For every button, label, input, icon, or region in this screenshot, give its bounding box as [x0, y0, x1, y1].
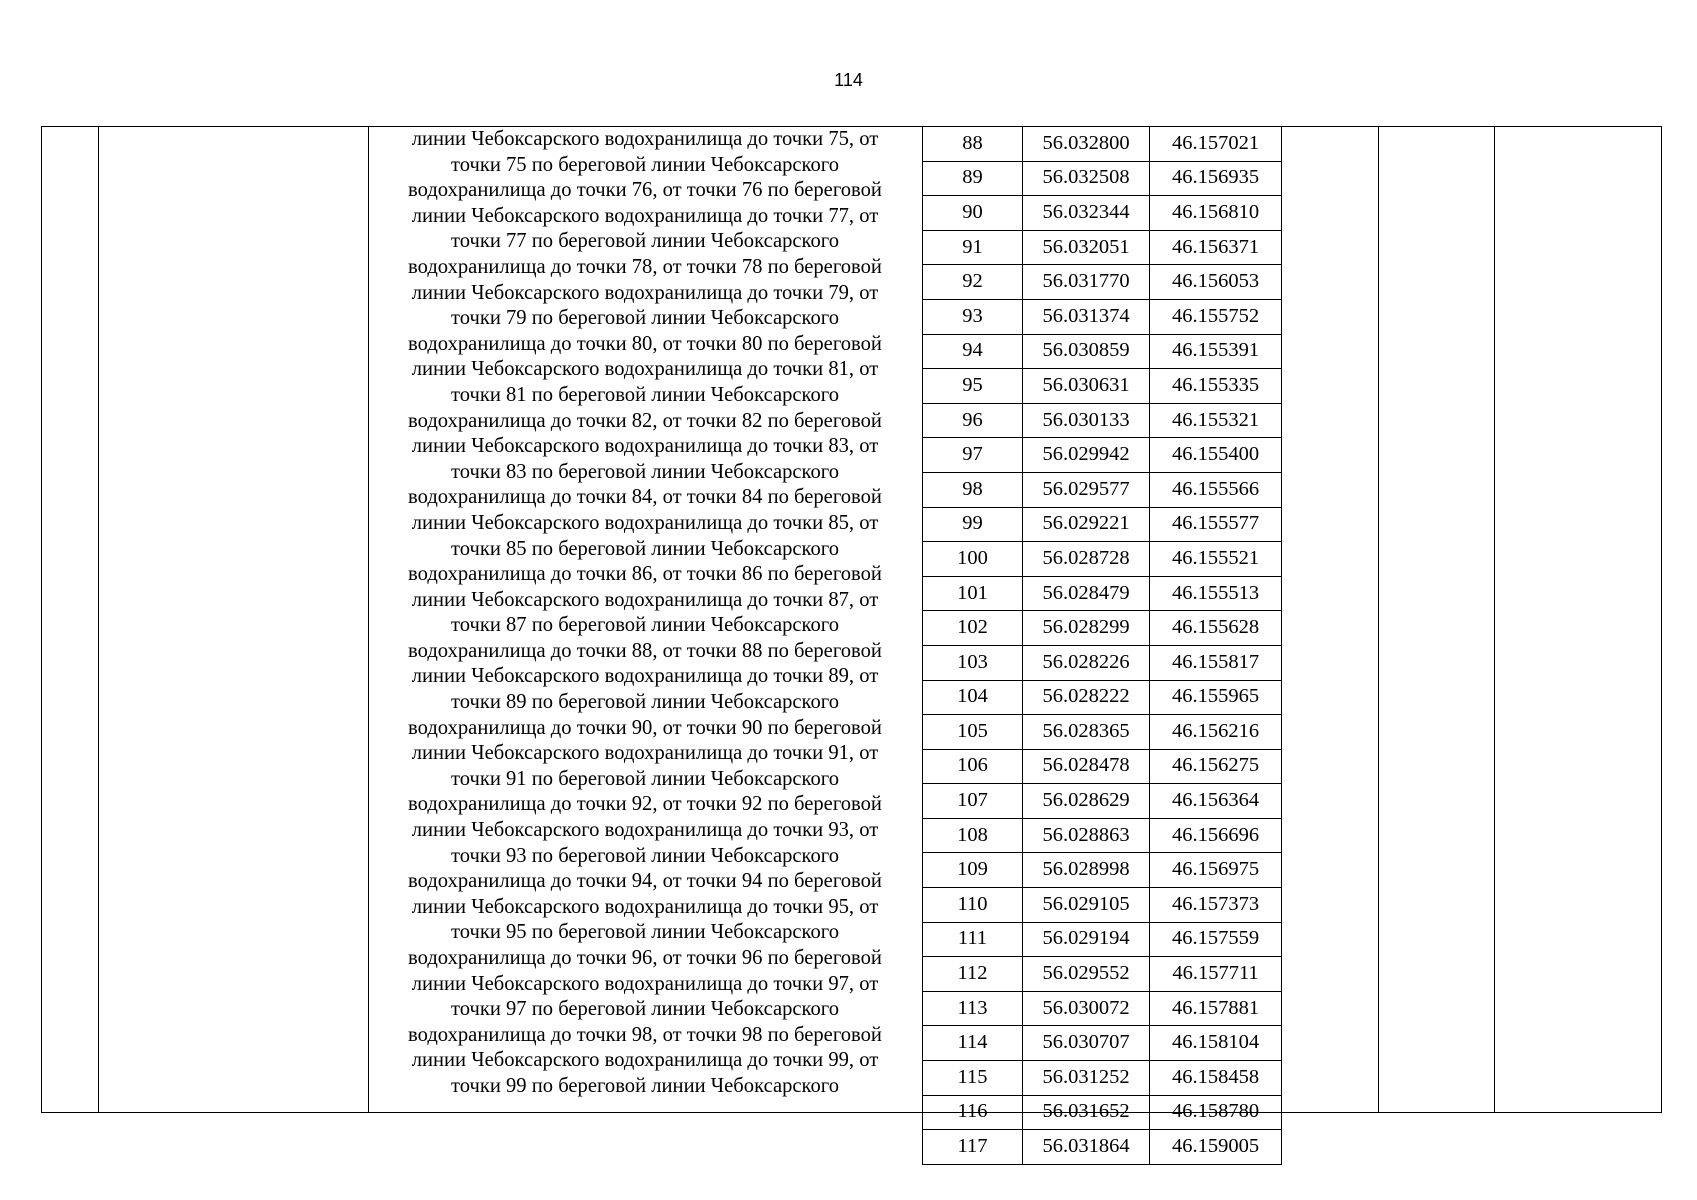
table-row: [923, 542, 1282, 577]
table-row: [923, 576, 1282, 611]
point-number-cell: 88: [923, 127, 1023, 162]
latitude-cell: 56.032051: [1023, 230, 1150, 265]
point-number-cell: 110: [923, 888, 1023, 923]
latitude-cell: 56.028365: [1023, 715, 1150, 750]
latitude-cell: 56.030133: [1023, 403, 1150, 438]
longitude-cell: 46.156696: [1150, 818, 1282, 853]
table-row: [923, 334, 1282, 369]
point-number-cell: 93: [923, 299, 1023, 334]
point-number-cell: 114: [923, 1026, 1023, 1061]
table-row: [923, 888, 1282, 923]
longitude-cell: 46.155391: [1150, 334, 1282, 369]
point-number-cell: 97: [923, 438, 1023, 473]
longitude-cell: 46.158780: [1150, 1095, 1282, 1130]
point-number-cell: 95: [923, 369, 1023, 404]
table-row: [923, 611, 1282, 646]
table-row: [923, 438, 1282, 473]
longitude-cell: 46.156053: [1150, 265, 1282, 300]
table-row: [923, 1130, 1282, 1165]
longitude-cell: 46.157881: [1150, 991, 1282, 1026]
longitude-cell: 46.156935: [1150, 161, 1282, 196]
latitude-cell: 56.028863: [1023, 818, 1150, 853]
table-row: [923, 818, 1282, 853]
table-row: [923, 1095, 1282, 1130]
latitude-cell: 56.029942: [1023, 438, 1150, 473]
latitude-cell: 56.031770: [1023, 265, 1150, 300]
longitude-cell: 46.156371: [1150, 230, 1282, 265]
table-row: [923, 922, 1282, 957]
latitude-cell: 56.030707: [1023, 1026, 1150, 1061]
longitude-cell: 46.159005: [1150, 1130, 1282, 1165]
longitude-cell: 46.155566: [1150, 472, 1282, 507]
table-row: [923, 1026, 1282, 1061]
point-number-cell: 100: [923, 542, 1023, 577]
longitude-cell: 46.158458: [1150, 1061, 1282, 1096]
latitude-cell: 56.028299: [1023, 611, 1150, 646]
point-number-cell: 91: [923, 230, 1023, 265]
point-number-cell: 109: [923, 853, 1023, 888]
latitude-cell: 56.031652: [1023, 1095, 1150, 1130]
latitude-cell: 56.029221: [1023, 507, 1150, 542]
table-row: [923, 853, 1282, 888]
latitude-cell: 56.032508: [1023, 161, 1150, 196]
latitude-cell: 56.032800: [1023, 127, 1150, 162]
latitude-cell: 56.029194: [1023, 922, 1150, 957]
longitude-cell: 46.158104: [1150, 1026, 1282, 1061]
latitude-cell: 56.029105: [1023, 888, 1150, 923]
latitude-cell: 56.030072: [1023, 991, 1150, 1026]
longitude-cell: 46.155321: [1150, 403, 1282, 438]
point-number-cell: 104: [923, 680, 1023, 715]
latitude-cell: 56.028998: [1023, 853, 1150, 888]
latitude-cell: 56.029577: [1023, 472, 1150, 507]
longitude-cell: 46.155577: [1150, 507, 1282, 542]
latitude-cell: 56.030631: [1023, 369, 1150, 404]
point-number-cell: 105: [923, 715, 1023, 750]
longitude-cell: 46.155400: [1150, 438, 1282, 473]
table-row: [923, 749, 1282, 784]
longitude-cell: 46.157373: [1150, 888, 1282, 923]
longitude-cell: 46.155335: [1150, 369, 1282, 404]
page-number: 114: [834, 70, 863, 90]
table-row: [923, 127, 1282, 162]
column-divider: [1378, 126, 1379, 1113]
boundary-description: линии Чебоксарского водохранилища до точки 75, от точки 75 по береговой линии Чебоксарского водохранилища до точки 76, от точки 76 по береговой линии Чебоксарского водохранилища до точки 77, от точки 77 по береговой линии Чебоксарского водохранилища до точки 78, от точки 78 по береговой линии Чебоксарского водохранилища до точки 79, от точки 79 по береговой линии Чебоксарского водохранилища до точки 80, от точки 80 по береговой линии Чебоксарского водохранилища до точки 81, от точки 81 по береговой линии Чебоксарского водохранилища до точки 82, от точки 82 по береговой линии Чебоксарского водохранилища до точки 83, от точки 83 по береговой линии Чебоксарского водохранилища до точки 84, от точки 84 по береговой линии Чебоксарского водохранилища до точки 85, от точки 85 по береговой линии Чебоксарского водохранилища до точки 86, от точки 86 по береговой линии Чебоксарского водохранилища до точки 87, от точки 87 по береговой линии Чебоксарского водохранилища до точки 88, от точки 88 по береговой линии Чебоксарского водохранилища до точки 89, от точки 89 по береговой линии Чебоксарского водохранилища до точки 90, от точки 90 по береговой линии Чебоксарского водохранилища до точки 91, от точки 91 по береговой линии Чебоксарского водохранилища до точки 92, от точки 92 по береговой линии Чебоксарского водохранилища до точки 93, от точки 93 по береговой линии Чебоксарского водохранилища до точки 94, от точки 94 по береговой линии Чебоксарского водохранилища до точки 95, от точки 95 по береговой линии Чебоксарского водохранилища до точки 96, от точки 96 по береговой линии Чебоксарского водохранилища до точки 97, от точки 97 по береговой линии Чебоксарского водохранилища до точки 98, от точки 98 по береговой линии Чебоксарского водохранилища до точки 99, от точки 99 по береговой линии Чебоксарского: [408, 128, 882, 1097]
point-number-cell: 99: [923, 507, 1023, 542]
table-row: [923, 991, 1282, 1026]
table-row: [923, 715, 1282, 750]
latitude-cell: 56.031374: [1023, 299, 1150, 334]
column-divider: [1494, 126, 1495, 1113]
longitude-cell: 46.156275: [1150, 749, 1282, 784]
longitude-cell: 46.156975: [1150, 853, 1282, 888]
point-number-cell: 106: [923, 749, 1023, 784]
point-number-cell: 96: [923, 403, 1023, 438]
table-row: [923, 1061, 1282, 1096]
table-row: [923, 161, 1282, 196]
longitude-cell: 46.155817: [1150, 645, 1282, 680]
latitude-cell: 56.031252: [1023, 1061, 1150, 1096]
longitude-cell: 46.155965: [1150, 680, 1282, 715]
longitude-cell: 46.155628: [1150, 611, 1282, 646]
longitude-cell: 46.157711: [1150, 957, 1282, 992]
table-row: [923, 957, 1282, 992]
latitude-cell: 56.028478: [1023, 749, 1150, 784]
table-row: [923, 265, 1282, 300]
point-number-cell: 89: [923, 161, 1023, 196]
column-divider: [98, 126, 99, 1113]
table-row: [923, 369, 1282, 404]
point-number-cell: 112: [923, 957, 1023, 992]
point-number-cell: 94: [923, 334, 1023, 369]
point-number-cell: 116: [923, 1095, 1023, 1130]
longitude-cell: 46.156364: [1150, 784, 1282, 819]
table-row: [923, 403, 1282, 438]
table-row: [923, 507, 1282, 542]
point-number-cell: 108: [923, 818, 1023, 853]
point-number-cell: 111: [923, 922, 1023, 957]
longitude-cell: 46.155513: [1150, 576, 1282, 611]
coordinates-table: [922, 126, 1282, 1165]
latitude-cell: 56.028629: [1023, 784, 1150, 819]
table-row: [923, 196, 1282, 231]
longitude-cell: 46.156810: [1150, 196, 1282, 231]
point-number-cell: 101: [923, 576, 1023, 611]
table-row: [923, 784, 1282, 819]
latitude-cell: 56.032344: [1023, 196, 1150, 231]
table-row: [923, 230, 1282, 265]
table-row: [923, 299, 1282, 334]
point-number-cell: 117: [923, 1130, 1023, 1165]
point-number-cell: 102: [923, 611, 1023, 646]
point-number-cell: 90: [923, 196, 1023, 231]
longitude-cell: 46.155521: [1150, 542, 1282, 577]
latitude-cell: 56.028226: [1023, 645, 1150, 680]
point-number-cell: 107: [923, 784, 1023, 819]
latitude-cell: 56.029552: [1023, 957, 1150, 992]
point-number-cell: 103: [923, 645, 1023, 680]
table-row: [923, 472, 1282, 507]
latitude-cell: 56.028222: [1023, 680, 1150, 715]
point-number-cell: 115: [923, 1061, 1023, 1096]
point-number-cell: 98: [923, 472, 1023, 507]
longitude-cell: 46.157021: [1150, 127, 1282, 162]
table-row: [923, 645, 1282, 680]
point-number-cell: 113: [923, 991, 1023, 1026]
point-number-cell: 92: [923, 265, 1023, 300]
latitude-cell: 56.031864: [1023, 1130, 1150, 1165]
table-row: [923, 680, 1282, 715]
longitude-cell: 46.156216: [1150, 715, 1282, 750]
longitude-cell: 46.155752: [1150, 299, 1282, 334]
latitude-cell: 56.028728: [1023, 542, 1150, 577]
latitude-cell: 56.028479: [1023, 576, 1150, 611]
latitude-cell: 56.030859: [1023, 334, 1150, 369]
coordinates-table-body: [923, 127, 1282, 1165]
longitude-cell: 46.157559: [1150, 922, 1282, 957]
